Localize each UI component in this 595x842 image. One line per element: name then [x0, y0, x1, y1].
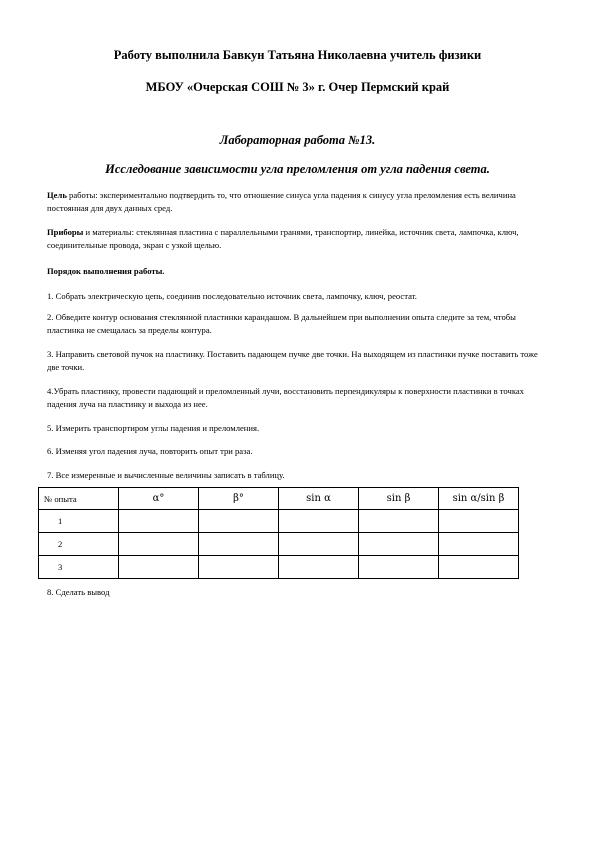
goal-label: Цель [47, 190, 67, 200]
table-cell[interactable] [119, 510, 199, 533]
step-2: 2. Обведите контур основания стеклянной пластинки карандашом. В дальнейшем при выполнении опыта следите за тем, чтобы пластинка не смещалась за пределы контура. [47, 312, 516, 335]
goal-paragraph [47, 189, 547, 215]
table-cell[interactable] [119, 556, 199, 579]
row-number: 3 [39, 556, 119, 579]
goal-text: работы: экспериментально подтвердить то, что отношение синуса угла падения к синусу угла преломления есть величина постоянная для двух данных сред. [47, 190, 516, 213]
table-cell[interactable] [199, 510, 279, 533]
devices-text: и материалы: стеклянная пластина с параллельными гранями, транспортир, линейка, источник света, лампочка, ключ, соединительные провода, экран с узкой щелью. [47, 227, 519, 250]
header-sin-beta: sin β [359, 488, 439, 510]
devices-paragraph [47, 226, 547, 252]
step-8: 8. Сделать вывод [47, 587, 110, 597]
table-cell[interactable] [279, 556, 359, 579]
table-cell[interactable] [439, 556, 519, 579]
step-3: 3. Направить световой пучок на пластинку. Поставить падающем пучке две точки. На выходящем из пластинки пучке поставить тоже две точки. [47, 349, 538, 372]
step-6: 6. Изменяя угол падения луча, повторить опыт три раза. [47, 446, 253, 456]
table-cell[interactable] [359, 533, 439, 556]
step-4: 4.Убрать пластинку, провести падающий и преломленный лучи, восстановить перпендикуляры к поверхности пластинки в точках падения луча на пластинку и выхода из нее. [47, 386, 524, 409]
table-header-row [39, 488, 519, 510]
table-cell[interactable] [279, 510, 359, 533]
table-row [39, 533, 519, 556]
table-row [39, 556, 519, 579]
lab-subtitle: Исследование зависимости угла преломления от угла падения света. [105, 162, 490, 176]
school-line: МБОУ «Очерская СОШ № 3» г. Очер Пермский край [145, 80, 450, 94]
lab-title: Лабораторная работа №13. [219, 133, 376, 147]
table-cell[interactable] [439, 510, 519, 533]
table-cell[interactable] [119, 533, 199, 556]
devices-label: Приборы [47, 227, 84, 237]
step-1: 1. Собрать электрическую цепь, соединив последовательно источник света, лампочку, ключ, реостат. [47, 291, 417, 301]
table-row [39, 510, 519, 533]
table-cell[interactable] [359, 556, 439, 579]
table-cell[interactable] [279, 533, 359, 556]
row-number: 1 [39, 510, 119, 533]
header-ratio: sin α/sin β [439, 488, 519, 510]
results-table [38, 487, 519, 579]
table-cell[interactable] [199, 533, 279, 556]
header-alpha: α° [119, 488, 199, 510]
header-experiment-number: № опыта [39, 488, 119, 510]
table-cell[interactable] [439, 533, 519, 556]
table-cell[interactable] [199, 556, 279, 579]
author-line: Работу выполнила Бавкун Татьяна Николаевна учитель физики [113, 48, 482, 62]
table-cell[interactable] [359, 510, 439, 533]
row-number: 2 [39, 533, 119, 556]
step-7: 7. Все измеренные и вычисленные величины записать в таблицу. [47, 470, 285, 480]
header-sin-alpha: sin α [279, 488, 359, 510]
order-title: Порядок выполнения работы. [47, 266, 165, 276]
step-5: 5. Измерить транспортиром углы падения и преломления. [47, 423, 260, 433]
header-beta: β° [199, 488, 279, 510]
